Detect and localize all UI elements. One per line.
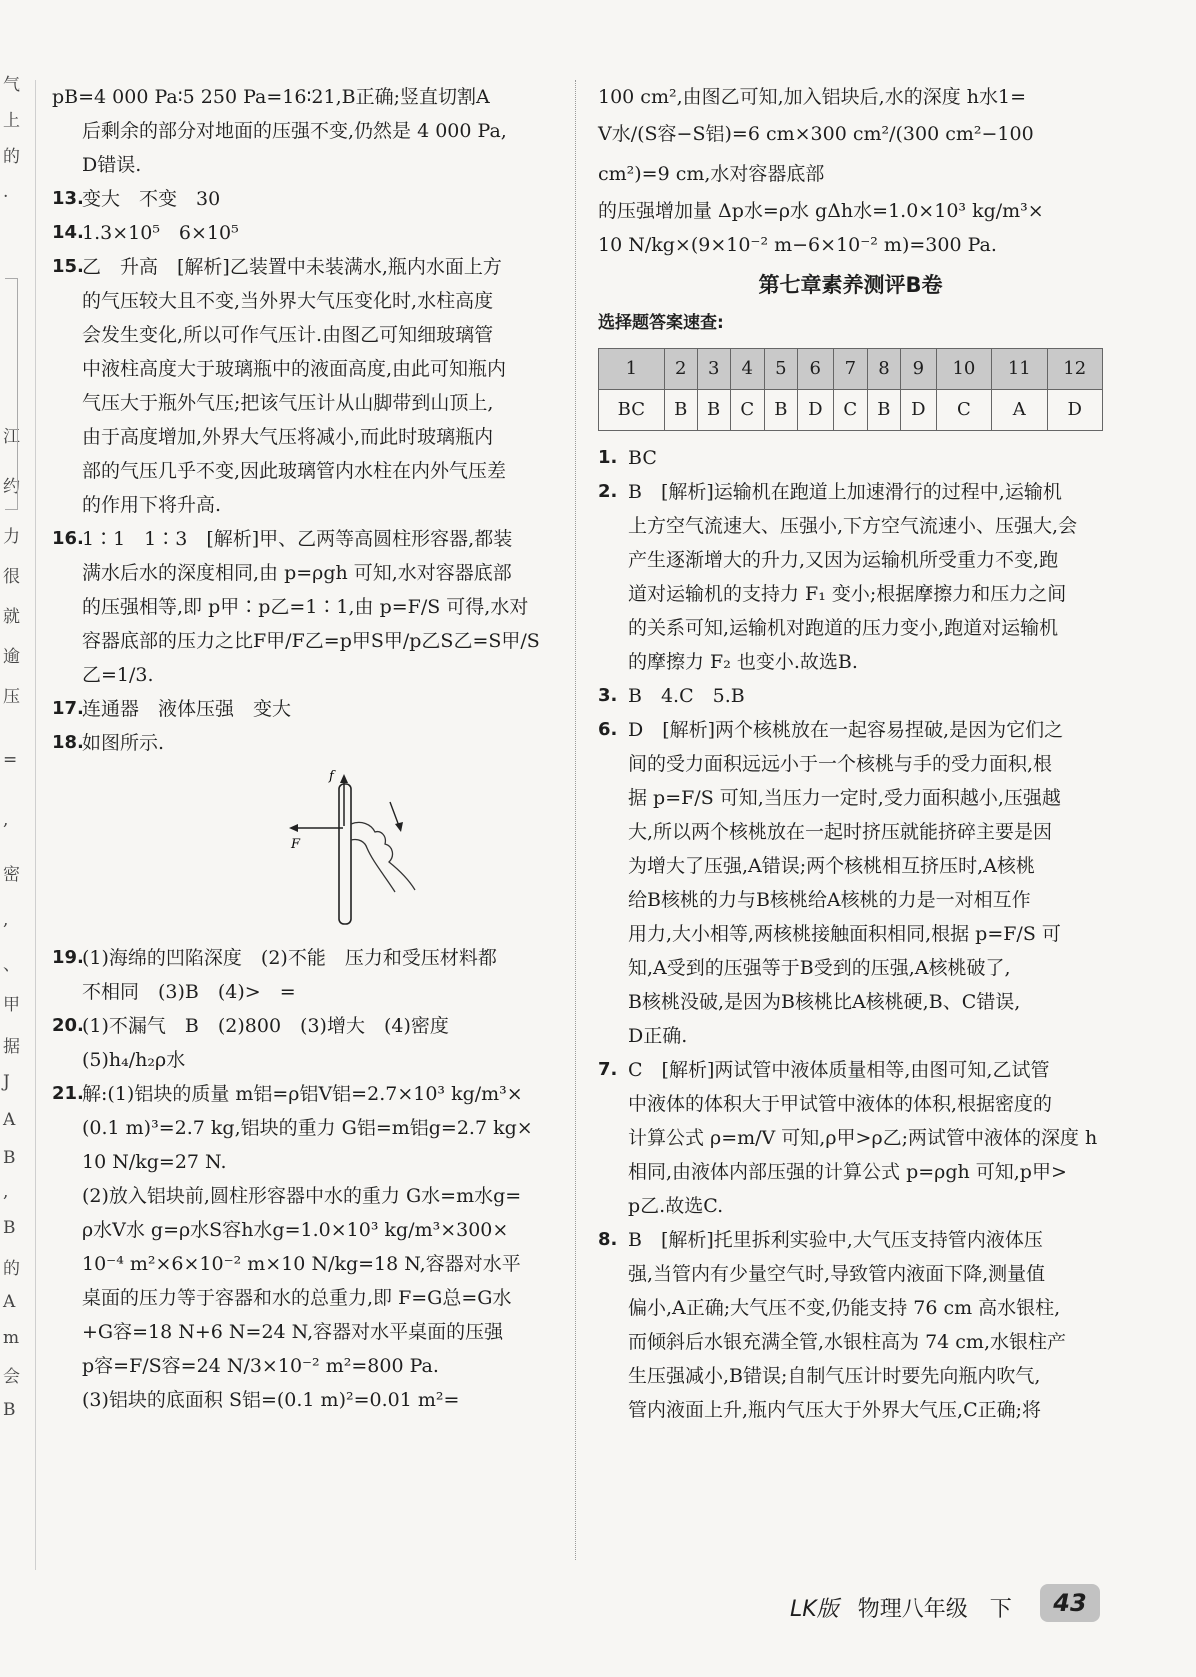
page-number: 43 [1040, 1584, 1100, 1622]
item-line: 的气压较大且不变,当外界大气压变化时,水柱高度 [82, 290, 494, 312]
item-line: 间的受力面积远远小于一个核桃与手的受力面积,根 [628, 753, 1053, 775]
item-line: 管内液面上升,瓶内气压大于外界大气压,C正确;将 [628, 1399, 1042, 1421]
item-line: B 4.C 5.B [628, 685, 745, 707]
table-answer-cell: C [833, 390, 867, 431]
cropped-char: 力 [3, 527, 20, 547]
subject-label: 物理八年级 下 [857, 1597, 1012, 1622]
cropped-char: B [3, 1148, 16, 1168]
push-arrowhead [395, 822, 403, 832]
item-line: 用力,大小相等,两核桃接触面积相同,根据 p=F/S 可 [628, 923, 1061, 945]
item-number: 1. [598, 447, 618, 468]
item-line: 大,所以两个核桃放在一起时挤压就能挤碎主要是因 [628, 821, 1053, 843]
item-line: B核桃没破,是因为B核桃比A核桃硬,B、C错误, [628, 991, 1021, 1013]
text-line: V水/(S容−S铝)=6 cm×300 cm²/(300 cm²−100 cm²)=9 cm,水对容器底部 [598, 123, 1034, 185]
item-line: (2)放入铝块前,圆柱形容器中水的重力 G水=m水g= [82, 1185, 522, 1207]
item-line: (3)铝块的底面积 S铝=(0.1 m)²=0.01 m²= [82, 1389, 460, 1411]
item-line: 1.3×10⁵ 6×10⁵ [82, 222, 239, 244]
cropped-frame [5, 278, 18, 510]
item-line: 而倾斜后水银充满全管,水银柱高为 74 cm,水银柱产 [628, 1331, 1066, 1353]
table-answer-cell: C [730, 390, 764, 431]
cropped-char: B [3, 1400, 16, 1420]
table-answer-cell: BC [599, 390, 665, 431]
answer-item [52, 941, 557, 1009]
cropped-char: 据 [3, 1037, 20, 1057]
item-number: 3. [598, 685, 618, 706]
item-line: 10⁻⁴ m²×6×10⁻² m×10 N/kg=18 N,容器对水平 [82, 1253, 521, 1275]
text-line: 后剩余的部分对地面的压强不变,仍然是 4 000 Pa, [82, 120, 507, 142]
answer-item [52, 250, 557, 522]
table-number-cell: 11 [992, 349, 1047, 390]
item-line: 连通器 液体压强 变大 [82, 698, 292, 720]
item-line: 乙 升高 [解析]乙装置中未装满水,瓶内水面上方 [82, 256, 502, 278]
table-number-cell: 9 [900, 349, 936, 390]
label-F: F [291, 837, 301, 852]
item-number: 14. [52, 222, 84, 243]
cropped-char: 气 [3, 75, 20, 95]
cropped-char: 的 [3, 1259, 20, 1279]
table-answer-cell: A [992, 390, 1047, 431]
table-number-cell: 4 [730, 349, 764, 390]
item-line: 10 N/kg=27 N. [82, 1151, 227, 1173]
table-number-cell: 8 [867, 349, 900, 390]
table-number-cell: 3 [697, 349, 730, 390]
cropped-char: 很 [3, 567, 20, 587]
cropped-char: 的 [3, 147, 20, 167]
item-line: (1)海绵的凹陷深度 (2)不能 压力和受压材料都 [82, 947, 497, 969]
item-line: 的关系可知,运输机对跑道的压力变小,跑道对运输机 [628, 617, 1059, 639]
answer-table [598, 348, 1103, 431]
item-line: 1∶1 1∶3 [解析]甲、乙两等高圆柱形容器,都装 [82, 528, 513, 550]
item-number: 8. [598, 1229, 618, 1250]
item-number: 15. [52, 256, 84, 277]
item-number: 6. [598, 719, 618, 740]
item-line: 桌面的压力等于容器和水的总重力,即 F=G总=G水 [82, 1287, 512, 1309]
quick-check-label: 选择题答案速查: [598, 313, 724, 333]
item-line: 的压强相等,即 p甲∶p乙=1∶1,由 p=F/S 可得,水对 [82, 596, 529, 618]
item-line: 满水后水的深度相同,由 p=ρgh 可知,水对容器底部 [82, 562, 512, 584]
cropped-char: 逾 [3, 647, 20, 667]
item-line: 上方空气流速大、压强小,下方空气流速小、压强大,会 [628, 515, 1078, 537]
cropped-char: 甲 [3, 995, 20, 1015]
table-answer-cell: D [900, 390, 936, 431]
item-line: 会发生变化,所以可作气压计.由图乙可知细玻璃管 [82, 324, 494, 346]
answer-item [52, 726, 557, 760]
item-line: 部的气压几乎不变,因此玻璃管内水柱在内外气压差 [82, 460, 507, 482]
item-number: 21. [52, 1083, 84, 1104]
item-line: 道对运输机的支持力 F₁ 变小;根据摩擦力和压力之间 [628, 583, 1067, 605]
cropped-char: 密 [3, 865, 20, 885]
answer-item [52, 1009, 557, 1077]
cropped-char: . [3, 182, 9, 202]
item-line: C [解析]两试管中液体质量相等,由图可知,乙试管 [628, 1059, 1050, 1081]
answer-item [52, 216, 557, 250]
column-divider [575, 80, 576, 1560]
edition-label: LK版 [790, 1597, 839, 1622]
item-line: 容器底部的压力之比F甲/F乙=p甲S甲/p乙S乙=S甲/S乙=1/3. [82, 630, 540, 686]
answer-item [598, 679, 1103, 713]
item-line: 气压大于瓶外气压;把该气压计从山脚带到山顶上, [82, 392, 494, 414]
table-number-cell: 5 [764, 349, 797, 390]
cropped-char: , [3, 1182, 9, 1202]
table-answer-cell: B [664, 390, 697, 431]
answer-list-right [598, 441, 1103, 1427]
table-number-cell: 10 [936, 349, 991, 390]
hand-outline [351, 822, 415, 892]
item-line: 变大 不变 30 [82, 188, 221, 210]
table-answer-cell: D [1047, 390, 1103, 431]
table-answer-cell: B [764, 390, 797, 431]
item-line: 解:(1)铝块的质量 m铝=ρ铝V铝=2.7×10³ kg/m³× [82, 1083, 523, 1105]
item-number: 19. [52, 947, 84, 968]
item-line: B [解析]托里拆利实验中,大气压支持管内液体压 [628, 1229, 1043, 1251]
item-number: 2. [598, 481, 618, 502]
item-line: 生压强减小,B错误;自制气压计时要先向瓶内吹气, [628, 1365, 1041, 1387]
item-line: ρ水V水 g=ρ水S容h水g=1.0×10³ kg/m³×300× [82, 1219, 509, 1241]
answer-table-number-row [599, 349, 1103, 390]
item-line: 偏小,A正确;大气压不变,仍能支持 76 cm 高水银柱, [628, 1297, 1061, 1319]
left-rule [35, 80, 36, 1570]
item-line: 据 p=F/S 可知,当压力一定时,受力面积越小,压强越 [628, 787, 1061, 809]
cropped-char: = [3, 750, 18, 770]
item-line: 知,A受到的压强等于B受到的压强,A核桃破了, [628, 957, 1011, 979]
item-number: 13. [52, 188, 84, 209]
table-answer-cell: C [936, 390, 991, 431]
item-line: 由于高度增加,外界大气压将减小,而此时玻璃瓶内 [82, 426, 494, 448]
item-line: (0.1 m)³=2.7 kg,铝块的重力 G铝=m铝g=2.7 kg× [82, 1117, 533, 1139]
item-line: 相同,由液体内部压强的计算公式 p=ρgh 可知,p甲> [628, 1161, 1067, 1183]
push-direction-arrow [390, 802, 399, 826]
cropped-char: 约 [3, 477, 20, 497]
answer-item [52, 1077, 557, 1417]
right-column [598, 80, 1103, 1427]
cropped-char: 压 [3, 687, 20, 707]
item-line: 中液柱高度大于玻璃瓶中的液面高度,由此可知瓶内 [82, 358, 507, 380]
answer-item [598, 713, 1103, 1053]
item-line: 不相同 (3)B (4)> = [82, 981, 296, 1003]
table-answer-cell: D [797, 390, 833, 431]
item-line: 计算公式 ρ=m/V 可知,ρ甲>ρ乙;两试管中液体的深度 h [628, 1127, 1098, 1149]
text-line: D错误. [82, 154, 142, 176]
item-line: 为增大了压强,A错误;两个核桃相互挤压时,A核桃 [628, 855, 1035, 877]
item-line: (1)不漏气 B (2)800 (3)增大 (4)密度 [82, 1015, 449, 1037]
table-number-cell: 12 [1047, 349, 1103, 390]
text-line: pB=4 000 Pa∶5 250 Pa=16∶21,B正确;竖直切割A [52, 86, 490, 108]
cropped-char: A [3, 1110, 16, 1130]
item-number: 18. [52, 732, 84, 753]
answer-item [598, 441, 1103, 475]
item-line: 给B核桃的力与B核桃给A核桃的力是一对相互作 [628, 889, 1031, 911]
answer-list-a [52, 182, 557, 760]
cropped-char: 、 [3, 955, 20, 975]
item-line: (5)h₄/h₂ρ水 [82, 1049, 186, 1071]
item-line: +G容=18 N+6 N=24 N,容器对水平桌面的压强 [82, 1321, 504, 1343]
force-diagram-figure [287, 766, 427, 931]
answer-table-answer-row [599, 390, 1103, 431]
cropped-char: A [3, 1292, 16, 1312]
table-answer-cell: B [697, 390, 730, 431]
item-line: 强,当管内有少量空气时,导致管内液面下降,测量值 [628, 1263, 1046, 1285]
item-number: 20. [52, 1015, 84, 1036]
label-f: f [329, 769, 334, 784]
cropped-char: 就 [3, 607, 20, 627]
answer-item [598, 1053, 1103, 1223]
item-line: B [解析]运输机在跑道上加速滑行的过程中,运输机 [628, 481, 1062, 503]
answer-item [52, 182, 557, 216]
table-number-cell: 1 [599, 349, 665, 390]
answer-item [598, 1223, 1103, 1427]
item-line: p容=F/S容=24 N/3×10⁻² m²=800 Pa. [82, 1355, 439, 1377]
answer-item [598, 475, 1103, 679]
answer-item [52, 522, 557, 692]
item-line: 中液体的体积大于甲试管中液体的体积,根据密度的 [628, 1093, 1053, 1115]
item-number: 7. [598, 1059, 618, 1080]
item-line: BC [628, 447, 657, 469]
section-title: 第七章素养测评B卷 [758, 273, 943, 297]
table-answer-cell: B [867, 390, 900, 431]
text-line: 100 cm²,由图乙可知,加入铝块后,水的深度 h水1= [598, 86, 1026, 108]
footer [790, 1592, 1012, 1623]
table-number-cell: 6 [797, 349, 833, 390]
cropped-char: , [3, 910, 9, 930]
text-line: 的压强增加量 Δp水=ρ水 gΔh水=1.0×10³ kg/m³× [598, 200, 1044, 222]
table-number-cell: 7 [833, 349, 867, 390]
rod [339, 784, 351, 924]
item-line: p乙.故选C. [628, 1195, 724, 1217]
cropped-char: 江 [3, 427, 20, 447]
item-number: 16. [52, 528, 84, 549]
item-line: 产生逐渐增大的升力,又因为运输机所受重力不变,跑 [628, 549, 1059, 571]
item-line: 的作用下将升高. [82, 494, 222, 516]
answer-item [52, 692, 557, 726]
cropped-char: , [3, 810, 9, 830]
item-line: 的摩擦力 F₂ 也变小.故选B. [628, 651, 858, 673]
item-line: D正确. [628, 1025, 688, 1047]
text-line: 10 N/kg×(9×10⁻² m−6×10⁻² m)=300 Pa. [598, 234, 997, 256]
item-number: 17. [52, 698, 84, 719]
item-line: 如图所示. [82, 732, 165, 754]
cropped-char: J [3, 1072, 10, 1092]
table-number-cell: 2 [664, 349, 697, 390]
cropped-char: B [3, 1218, 16, 1238]
cropped-char: m [3, 1328, 20, 1348]
answer-list-b [52, 941, 557, 1417]
left-column [52, 80, 557, 1417]
cropped-char: 上 [3, 111, 20, 131]
item-line: D [解析]两个核桃放在一起容易捏破,是因为它们之 [628, 719, 1064, 741]
pressure-arrowhead [289, 824, 298, 832]
cropped-char: 会 [3, 1367, 20, 1387]
friction-arrowhead [340, 774, 348, 783]
